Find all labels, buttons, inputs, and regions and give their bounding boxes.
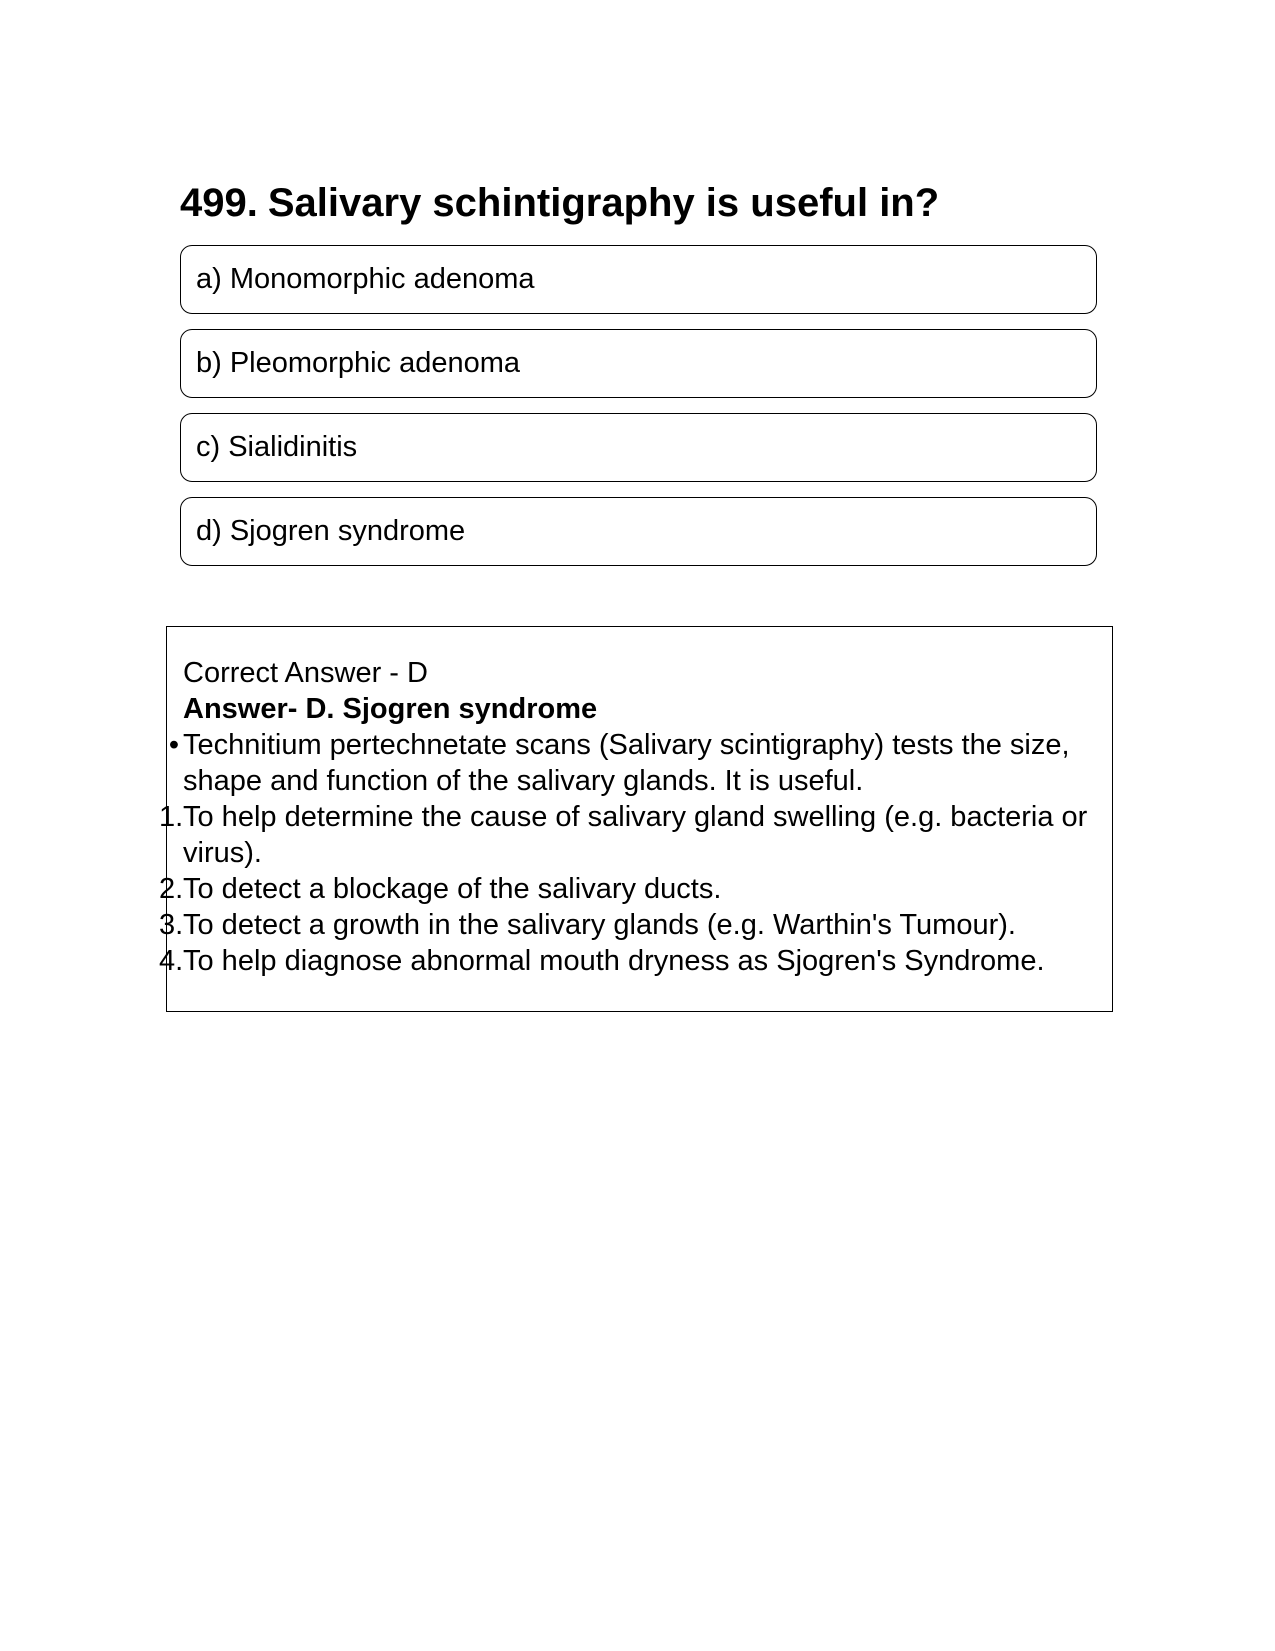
option-a[interactable]: a) Monomorphic adenoma (180, 245, 1097, 314)
answer-box (159, 626, 1113, 1012)
option-c[interactable]: c) Sialidinitis (180, 413, 1097, 482)
list-item-marker: 2. (159, 873, 184, 905)
list-item (159, 907, 1108, 943)
option-d[interactable]: d) Sjogren syndrome (180, 497, 1097, 566)
list-item-text: To help determine the cause of salivary gland swelling (e.g. bacteria or virus). (183, 801, 1088, 869)
list-item-text: To detect a blockage of the salivary ducts. (183, 873, 722, 905)
options-list (180, 245, 1097, 581)
bullet-marker: • (168, 729, 179, 761)
list-item-text: To help diagnose abnormal mouth dryness as Sjogren's Syndrome. (183, 945, 1045, 977)
correct-answer-line: Correct Answer - D (183, 657, 428, 689)
list-item (159, 799, 1108, 871)
question-number: 499. (180, 181, 258, 225)
list-item-marker: 4. (159, 945, 184, 977)
question-heading (180, 178, 939, 228)
list-item (159, 943, 1108, 979)
answer-heading: Answer- D. Sjogren syndrome (183, 693, 598, 725)
question-text: Salivary schintigraphy is useful in? (267, 181, 940, 225)
option-b[interactable]: b) Pleomorphic adenoma (180, 329, 1097, 398)
list-item-marker: 1. (159, 801, 184, 833)
bullet-text: Technitium pertechnetate scans (Salivary scintigraphy) tests the size, shape and function of the salivary glands. It is useful. (183, 729, 1070, 797)
answer-bullet (168, 727, 1108, 799)
list-item (159, 871, 1108, 907)
answer-content (159, 655, 1108, 979)
list-item-text: To detect a growth in the salivary glands (e.g. Warthin's Tumour). (183, 909, 1016, 941)
list-item-marker: 3. (159, 909, 184, 941)
